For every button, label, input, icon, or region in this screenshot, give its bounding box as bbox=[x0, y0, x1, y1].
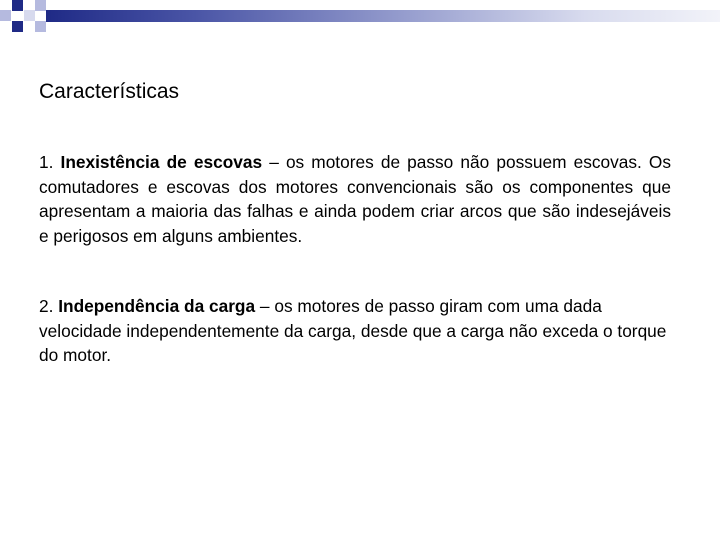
slide-title: Características bbox=[39, 80, 180, 103]
item-text: os motores de passo não possuem escovas. Os comutadores e escovas dos motores convencionais são os componentes que apresentam a maioria das falhas e ainda podem criar arcos que são indesejáveis e perigosos em alguns ambientes. bbox=[39, 152, 671, 246]
decor-square bbox=[35, 21, 46, 32]
decor-square bbox=[0, 10, 11, 21]
item-number: 1. bbox=[39, 152, 61, 172]
list-item-1 bbox=[39, 150, 671, 248]
item-number: 2. bbox=[39, 296, 59, 316]
decor-square bbox=[24, 10, 35, 21]
decor-square bbox=[35, 0, 46, 11]
item-separator: – bbox=[255, 296, 275, 316]
decor-square bbox=[12, 0, 23, 11]
item-term: Independência da carga bbox=[58, 296, 256, 316]
item-text: os motores de passo giram com uma dada velocidade independentemente da carga, desde que a carga não exceda o torque do motor. bbox=[39, 296, 667, 365]
item-separator: – bbox=[262, 152, 286, 172]
header-gradient-bar bbox=[46, 10, 720, 22]
decor-square bbox=[12, 21, 23, 32]
item-term: Inexistência de escovas bbox=[60, 152, 263, 172]
header-decoration bbox=[0, 0, 720, 50]
list-item-2 bbox=[39, 294, 671, 368]
